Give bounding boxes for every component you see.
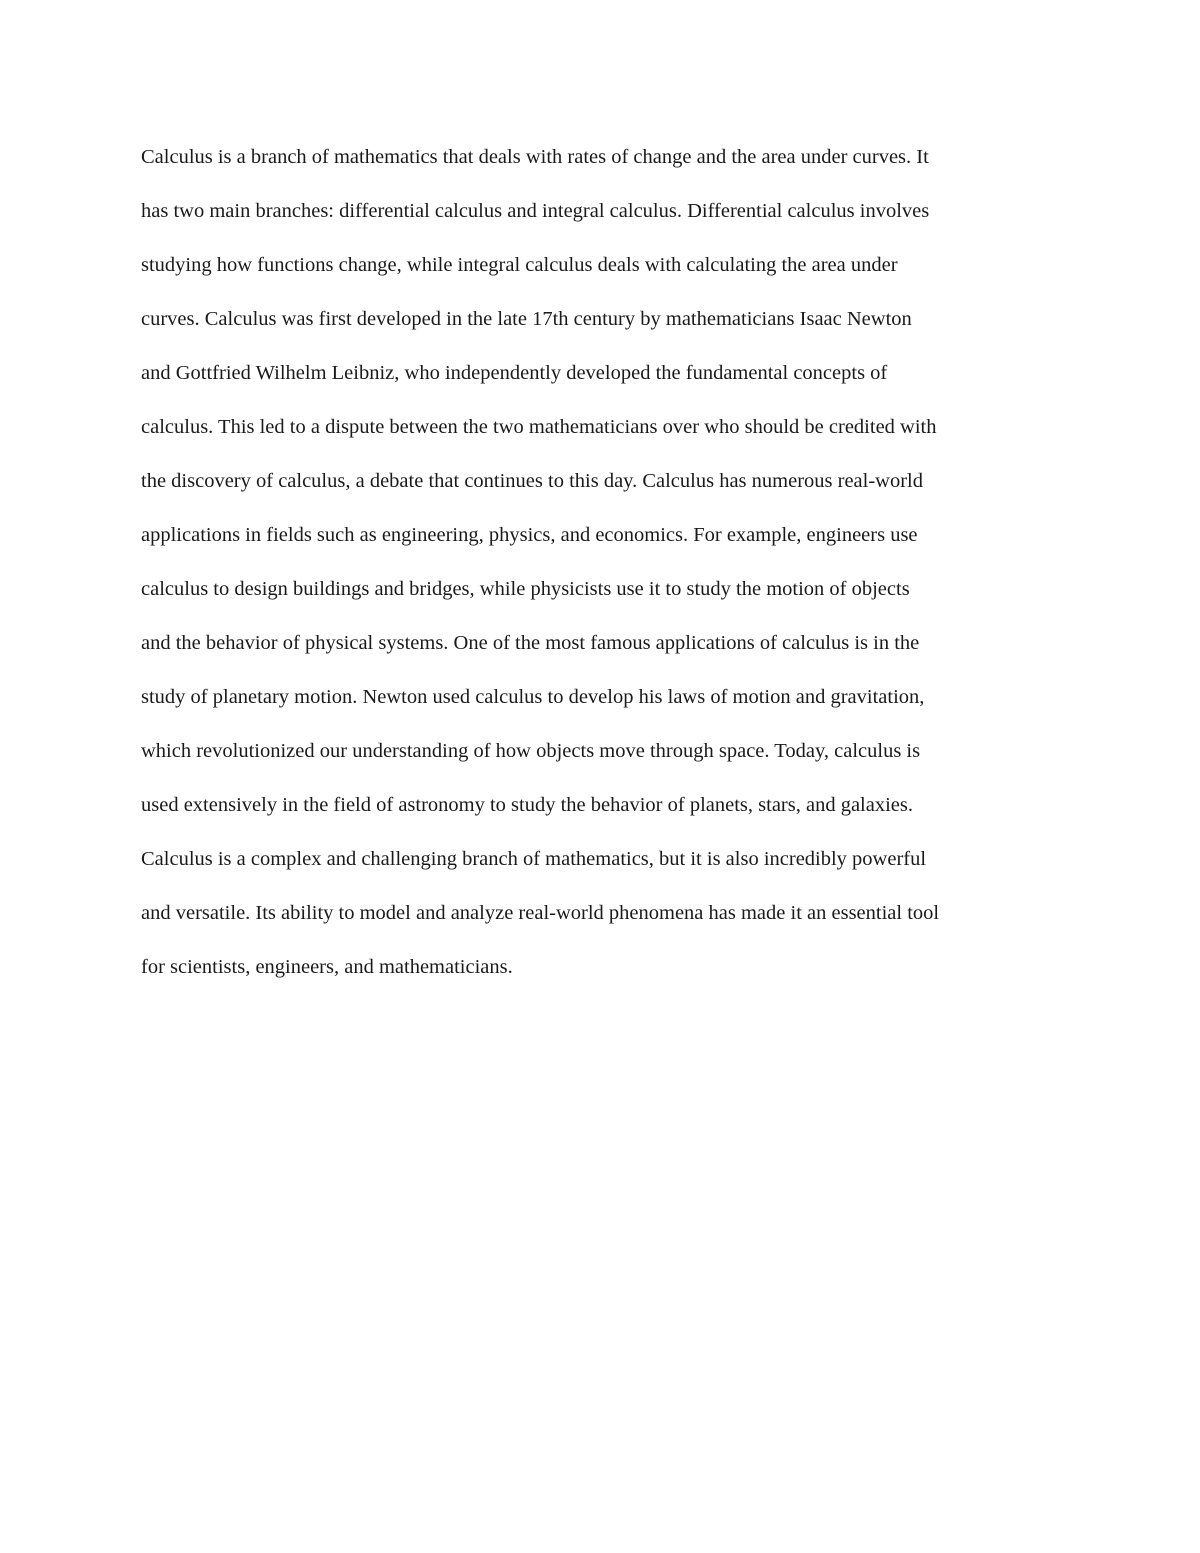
text-line: curves. Calculus was first developed in the late 17th century by mathematicians Isaac Newton — [141, 308, 912, 330]
text-line: studying how functions change, while integral calculus deals with calculating the area under — [141, 254, 898, 276]
text-line: and versatile. Its ability to model and analyze real-world phenomena has made it an essential tool — [141, 902, 940, 924]
text-line: and Gottfried Wilhelm Leibniz, who independently developed the fundamental concepts of — [141, 362, 888, 384]
text-line: Calculus is a branch of mathematics that deals with rates of change and the area under curves. It — [141, 146, 929, 168]
text-line: for scientists, engineers, and mathematicians. — [141, 956, 513, 978]
text-line: used extensively in the field of astronomy to study the behavior of planets, stars, and galaxies. — [141, 794, 913, 816]
text-line: which revolutionized our understanding of how objects move through space. Today, calculus is — [141, 740, 921, 762]
essay-paragraph — [141, 130, 1071, 994]
text-line: has two main branches: differential calculus and integral calculus. Differential calculus involves — [141, 200, 930, 222]
text-line: applications in fields such as engineering, physics, and economics. For example, engineers use — [141, 524, 918, 546]
text-line: calculus. This led to a dispute between the two mathematicians over who should be credited with — [141, 416, 937, 438]
text-line: calculus to design buildings and bridges, while physicists use it to study the motion of objects — [141, 578, 910, 600]
text-line: and the behavior of physical systems. One of the most famous applications of calculus is in the — [141, 632, 920, 654]
text-line: the discovery of calculus, a debate that continues to this day. Calculus has numerous real-world — [141, 470, 924, 492]
text-line: Calculus is a complex and challenging branch of mathematics, but it is also incredibly powerful — [141, 848, 927, 870]
text-line: study of planetary motion. Newton used calculus to develop his laws of motion and gravitation, — [141, 686, 925, 708]
